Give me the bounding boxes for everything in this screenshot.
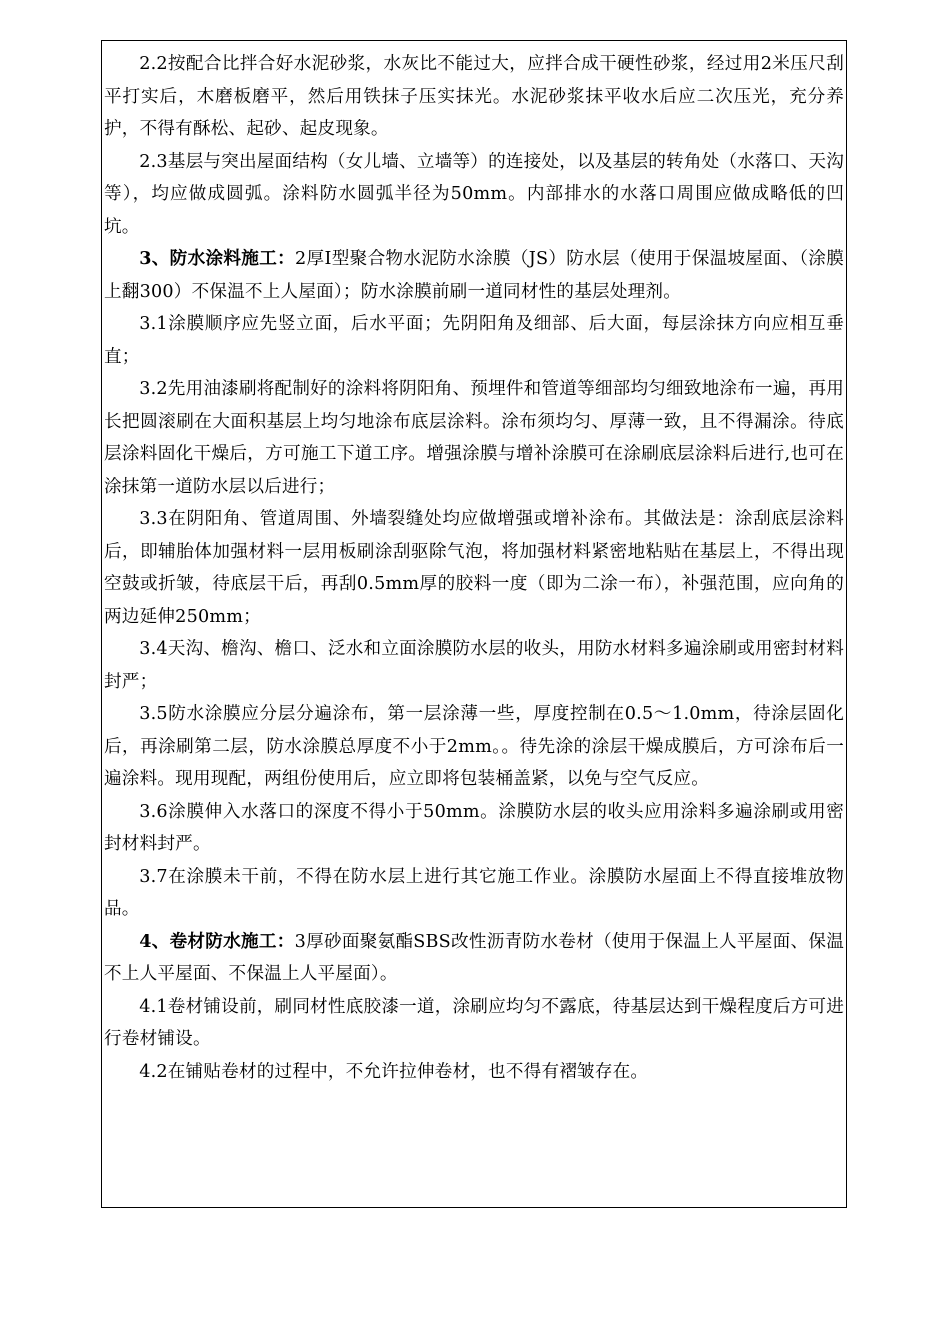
paragraph-2-2	[104, 48, 844, 146]
paragraph-text: 3.1涂膜顺序应先竖立面，后水平面；先阴阳角及细部、后大面，每层涂抹方向应相互垂直；	[104, 314, 844, 367]
paragraph-text: 2.2按配合比拌合好水泥砂浆，水灰比不能过大，应拌合成干硬性砂浆，经过用2米压尺刮平打实后，木磨板磨平，然后用铁抹子压实抹光。水泥砂浆抹平收水后应二次压光，充分养护，不得有酥松、起砂、起皮现象。	[104, 54, 844, 139]
paragraph-text: 3.2先用油漆刷将配制好的涂料将阴阳角、预埋件和管道等细部均匀细致地涂布一遍，再用长把圆滚刷在大面积基层上均匀地涂布底层涂料。涂布须均匀、厚薄一致，且不得漏涂。待底层涂料固化干燥后，方可施工下道工序。增强涂膜与增补涂膜可在涂刷底层涂料后进行,也可在涂抹第一道防水层以后进行；	[104, 379, 844, 497]
paragraph-text: 2厚I型聚合物水泥防水涂膜（JS）防水层（使用于保温坡屋面、（涂膜上翻300）不保温不上人屋面）；防水涂膜前刷一道同材性的基层处理剂。	[104, 249, 844, 302]
paragraph-4-1	[104, 991, 844, 1056]
paragraph-text: 3.6涂膜伸入水落口的深度不得小于50mm。涂膜防水层的收头应用涂料多遍涂刷或用密封材料封严。	[104, 801, 844, 854]
paragraph-text: 2.3基层与突出屋面结构（女儿墙、立墙等）的连接处，以及基层的转角处（水落口、天沟等），均应做成圆弧。涂料防水圆弧半径为50mm。内部排水的水落口周围应做成略低的凹坑。	[104, 151, 844, 237]
paragraph-3-2	[104, 373, 844, 503]
paragraph-4-2	[104, 1056, 844, 1089]
section-heading-label: 3、防水涂料施工：	[139, 248, 296, 269]
section-3-heading	[104, 243, 844, 308]
paragraph-text: 3.3在阴阳角、管道周围、外墙裂缝处均应做增强或增补涂布。其做法是：涂刮底层涂料后，即辅胎体加强材料一层用板刷涂刮驱除气泡，将加强材料紧密地粘贴在基层上，不得出现空鼓或折皱，待底层干后，再刮0.5mm厚的胶料一度（即为二涂一布），补强范围，应向角的两边延伸250mm；	[104, 509, 844, 627]
paragraph-text: 3.5防水涂膜应分层分遍涂布，第一层涂薄一些，厚度控制在0.5～1.0mm，待涂层固化后，再涂刷第二层，防水涂膜总厚度不小于2mm。。待先涂的涂层干燥成膜后，方可涂布后一遍涂料。现用现配，两组份使用后，应立即将包装桶盖紧，以免与空气反应。	[104, 704, 844, 789]
paragraph-3-4	[104, 633, 844, 698]
paragraph-text: 3.4天沟、檐沟、檐口、泛水和立面涂膜防水层的收头，用防水材料多遍涂刷或用密封材料封严；	[104, 639, 844, 692]
paragraph-3-3	[104, 503, 844, 633]
section-heading-label: 4、卷材防水施工：	[139, 930, 295, 952]
paragraph-text: 3.7在涂膜未干前，不得在防水层上进行其它施工作业。涂膜防水屋面上不得直接堆放物品。	[104, 866, 844, 919]
paragraph-3-7	[104, 861, 844, 926]
paragraph-2-3	[104, 146, 844, 244]
paragraph-text: 4.1卷材铺设前，刷同材性底胶漆一道，涂刷应均匀不露底，待基层达到干燥程度后方可进行卷材铺设。	[104, 996, 844, 1049]
paragraph-text: 3厚砂面聚氨酯SBS改性沥青防水卷材（使用于保温上人平屋面、保温不上人平屋面、不保温上人平屋面）。	[104, 931, 844, 984]
section-4-heading	[104, 926, 844, 991]
paragraph-text: 4.2在铺贴卷材的过程中，不允许拉伸卷材，也不得有褶皱存在。	[139, 1061, 649, 1082]
paragraph-3-1	[104, 308, 844, 373]
document-body	[104, 48, 844, 1088]
paragraph-3-5	[104, 698, 844, 796]
paragraph-3-6	[104, 796, 844, 861]
